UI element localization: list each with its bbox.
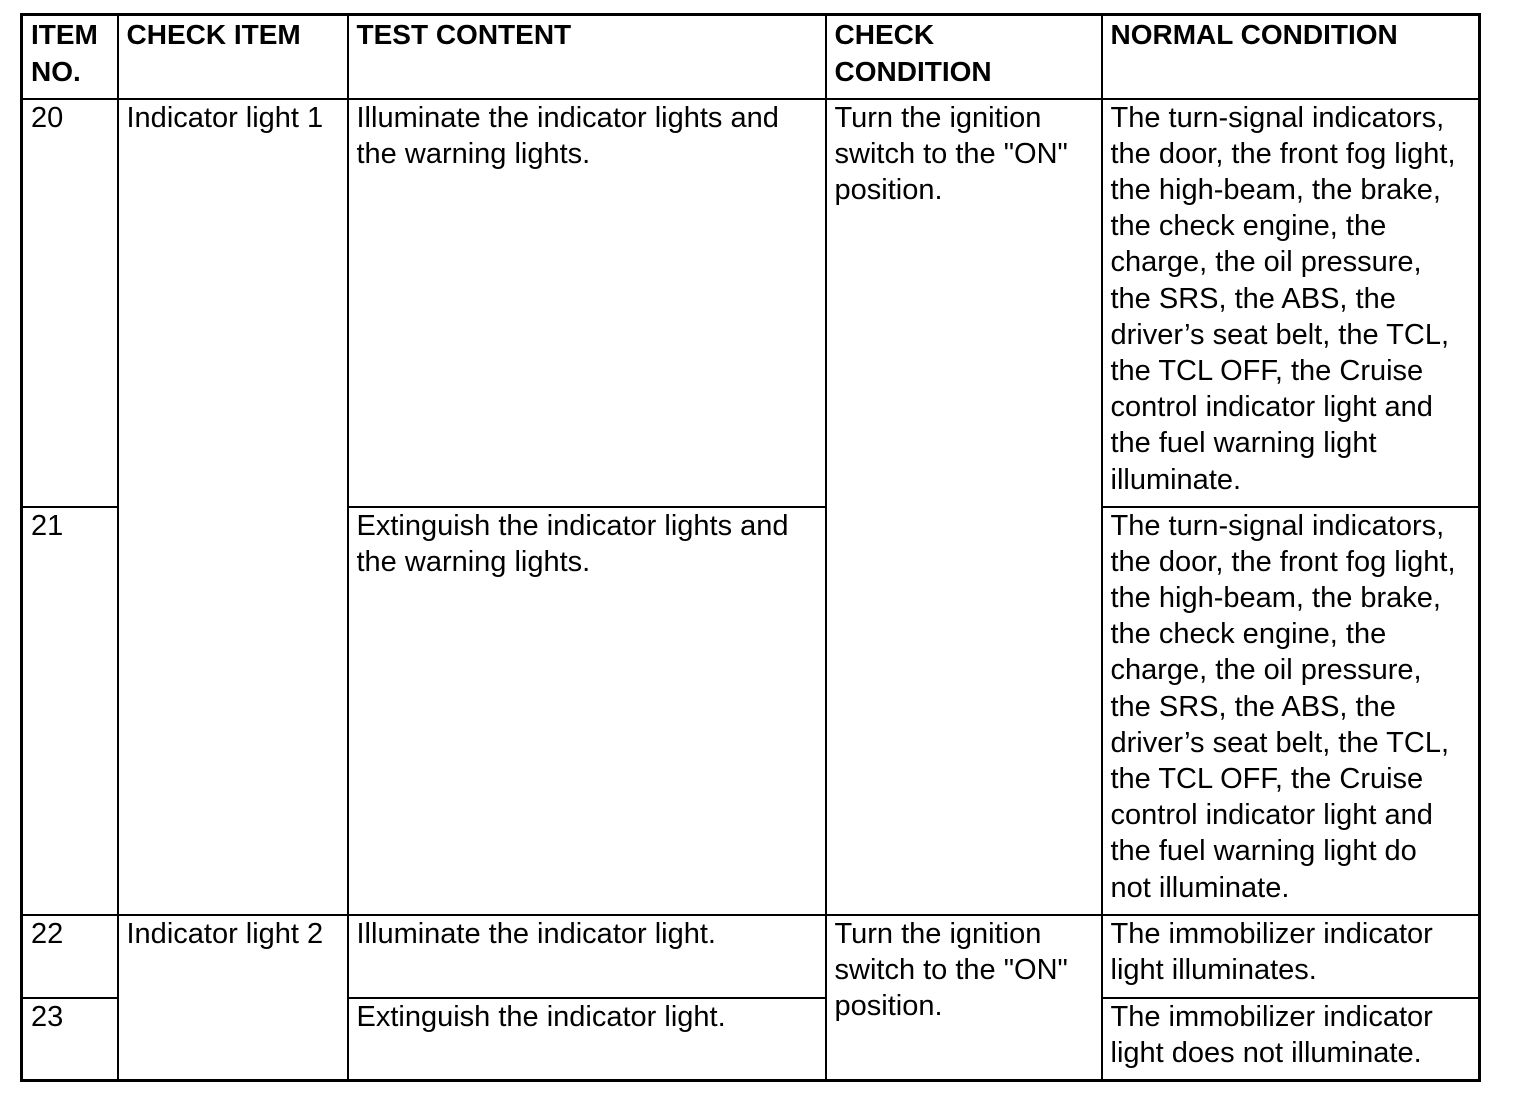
header-check-item: CHECK ITEM: [118, 15, 348, 99]
check-item-cell: Indicator light 1: [118, 99, 348, 915]
normal-condition-cell: The turn-signal indicators, the door, the front fog light, the high-beam, the brake, the check engine, the charge, the oil pressure, the SRS, the ABS, the driver’s seat belt, the TCL, the TCL OFF, the Cruise control indicator light and the fuel warning light illuminate.: [1102, 99, 1480, 507]
test-content-cell: Illuminate the indicator lights and the warning lights.: [348, 99, 826, 507]
test-content-cell: Extinguish the indicator light.: [348, 998, 826, 1081]
check-condition-cell: Turn the ignition switch to the "ON" position.: [826, 915, 1102, 1081]
item-no-cell: 23: [22, 998, 118, 1081]
header-test-content: TEST CONTENT: [348, 15, 826, 99]
check-condition-cell: Turn the ignition switch to the "ON" position.: [826, 99, 1102, 915]
normal-condition-cell: The immobilizer indicator light illuminates.: [1102, 915, 1480, 998]
header-item-no: ITEM NO.: [22, 15, 118, 99]
check-item-cell: Indicator light 2: [118, 915, 348, 1081]
item-no-cell: 20: [22, 99, 118, 507]
item-no-cell: 21: [22, 507, 118, 915]
test-content-cell: Extinguish the indicator lights and the warning lights.: [348, 507, 826, 915]
normal-condition-cell: The turn-signal indicators, the door, the front fog light, the high-beam, the brake, the check engine, the charge, the oil pressure, the SRS, the ABS, the driver’s seat belt, the TCL, the TCL OFF, the Cruise control indicator light and the fuel warning light do not illuminate.: [1102, 507, 1480, 915]
normal-condition-cell: The immobilizer indicator light does not illuminate.: [1102, 998, 1480, 1081]
table-row: [22, 99, 1480, 507]
item-no-cell: 22: [22, 915, 118, 998]
test-content-cell: Illuminate the indicator light.: [348, 915, 826, 998]
table-row: [22, 915, 1480, 998]
header-check-condition: CHECK CONDITION: [826, 15, 1102, 99]
header-normal-condition: NORMAL CONDITION: [1102, 15, 1480, 99]
inspection-table: [20, 13, 1481, 1082]
header-row: [22, 15, 1480, 99]
